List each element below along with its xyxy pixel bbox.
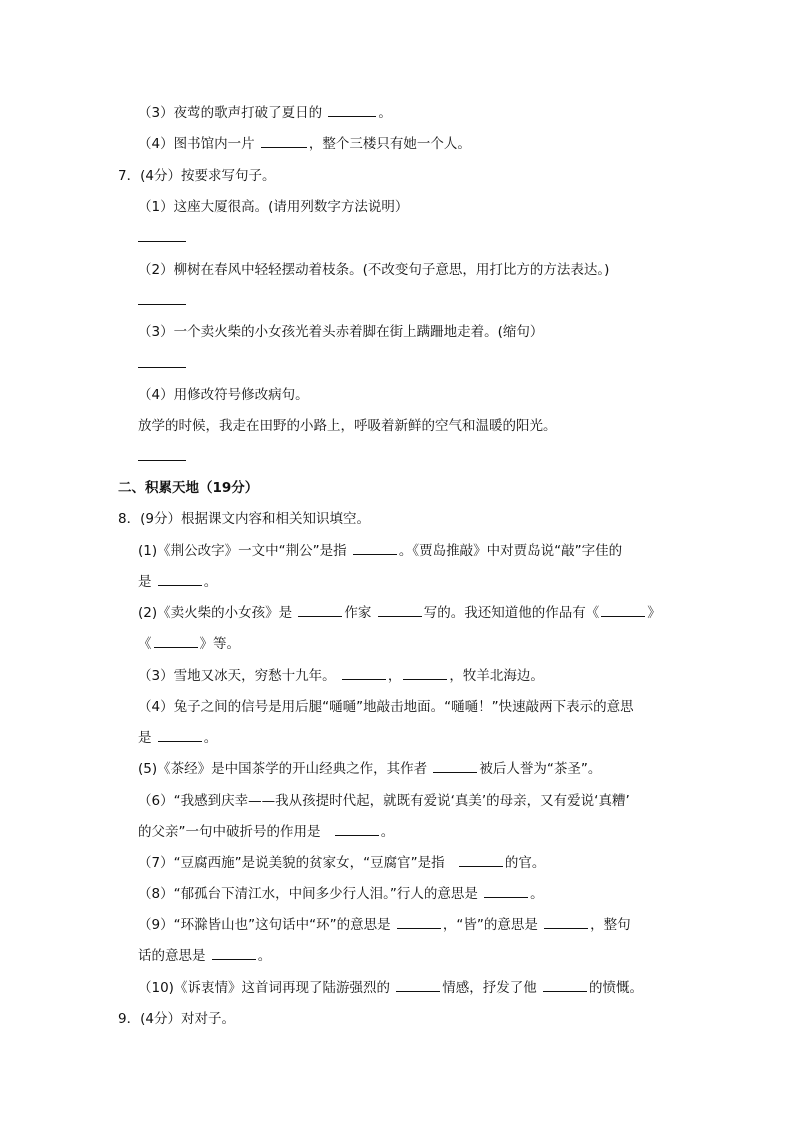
- q7-item-4: （4）用修改符号修改病句。: [138, 387, 309, 403]
- q7-item-4-sentence: 放学的时候，我走在田野的小路上，呼吸着新鲜的空气和温暖的阳光。: [138, 418, 557, 434]
- section-title: 二、积累天地（19分）: [118, 480, 259, 496]
- answer-blank[interactable]: [433, 760, 477, 773]
- q8-header: 8．(9分）根据课文内容和相关知识填空。: [118, 511, 370, 527]
- answer-blank[interactable]: [459, 854, 503, 867]
- q8-item-8: （8）“郁孤台下清江水，中间多少行人泪。”行人的意思是 。: [138, 886, 544, 902]
- q6-item-3-text: （3）夜莺的歌声打破了夏日的: [138, 105, 323, 121]
- answer-blank[interactable]: [261, 135, 307, 148]
- q8-item-5: (5)《茶经》是中国茶学的开山经典之作，其作者 被后人誉为“茶圣”。: [138, 761, 602, 777]
- q8-item-2: (2)《卖火柴的小女孩》是 作家 写的。我还知道他的作品有《 》: [138, 605, 661, 621]
- q8-item-3: （3）雪地又冰天，穷愁十九年。 ， ，牧羊北海边。: [138, 668, 544, 684]
- q7-item-1: （1）这座大厦很高。(请用列数字方法说明）: [138, 199, 409, 215]
- answer-line[interactable]: [138, 241, 186, 242]
- answer-blank[interactable]: [397, 916, 441, 929]
- q8-item-2-cont: 《 》等。: [138, 636, 240, 652]
- q8-item-1-cont: 是 。: [138, 574, 218, 590]
- answer-blank[interactable]: [212, 947, 256, 960]
- q8-item-7: （7）“豆腐西施”是说美貌的贫家女，“豆腐官”是指 的官。: [138, 855, 546, 871]
- answer-blank[interactable]: [158, 729, 202, 742]
- q8-item-9: （9）“环滁皆山也”这句话中“环”的意思是 ，“皆”的意思是 ，整句: [138, 917, 631, 933]
- answer-blank[interactable]: [342, 667, 386, 680]
- answer-blank[interactable]: [353, 542, 397, 555]
- answer-blank[interactable]: [484, 885, 528, 898]
- answer-blank[interactable]: [601, 604, 645, 617]
- q7-item-3: （3）一个卖火柴的小女孩光着头赤着脚在街上蹒跚地走着。(缩句）: [138, 324, 544, 340]
- q8-item-4-cont: 是 。: [138, 730, 218, 746]
- q9-header: 9．(4分）对对子。: [118, 1011, 235, 1027]
- q8-item-6: （6）“我感到庆幸——我从孩提时代起，就既有爱说‘真美’的母亲，又有爱说‘真糟’: [138, 793, 630, 809]
- answer-blank[interactable]: [158, 573, 202, 586]
- q8-item-4: （4）兔子之间的信号是用后腿“嗵嗵”地敲击地面。“嗵嗵！”快速敲两下表示的意思: [138, 699, 634, 715]
- q6-item-3: （3）夜莺的歌声打破了夏日的 。: [138, 105, 392, 121]
- q8-item-1: (1)《荆公改字》一文中“荆公”是指 。《贾岛推敲》中对贾岛说“敲”字佳的: [138, 543, 623, 559]
- answer-blank[interactable]: [154, 635, 198, 648]
- answer-line[interactable]: [138, 460, 186, 461]
- q7-item-2: （2）柳树在春风中轻轻摆动着枝条。(不改变句子意思，用打比方的方法表达。): [138, 262, 610, 278]
- q6-item-4: （4）图书馆内一片 ，整个三楼只有她一个人。: [138, 136, 471, 152]
- q8-item-10: （10)《诉衷情》这首词再现了陆游强烈的 情感，抒发了他 的愤慨。: [138, 980, 644, 996]
- answer-blank[interactable]: [544, 916, 588, 929]
- answer-line[interactable]: [138, 304, 186, 305]
- answer-blank[interactable]: [335, 823, 379, 836]
- answer-blank[interactable]: [543, 979, 587, 992]
- answer-blank[interactable]: [328, 104, 376, 117]
- q8-item-6-cont: 的父亲”一句中破折号的作用是 。: [138, 824, 395, 840]
- answer-line[interactable]: [138, 367, 186, 368]
- answer-blank[interactable]: [403, 667, 447, 680]
- q7-header: 7．(4分）按要求写句子。: [118, 168, 276, 184]
- answer-blank[interactable]: [396, 979, 440, 992]
- q8-item-9-cont: 话的意思是 。: [138, 948, 272, 964]
- answer-blank[interactable]: [378, 604, 422, 617]
- answer-blank[interactable]: [298, 604, 342, 617]
